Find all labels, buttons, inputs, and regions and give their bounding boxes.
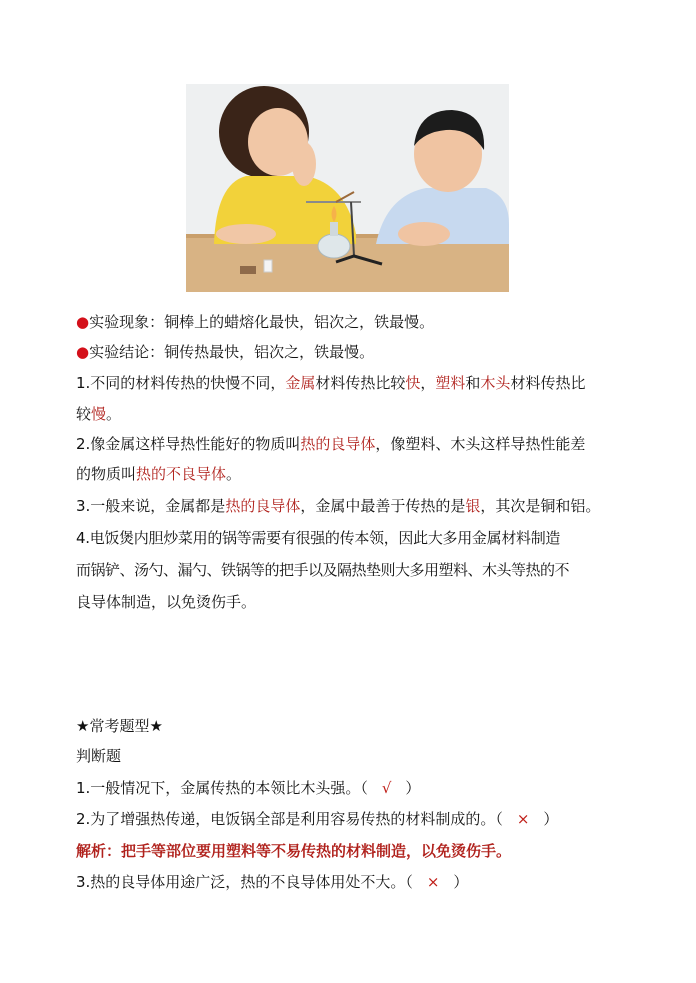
- keyword-silver: 银: [465, 497, 481, 515]
- text-span: ）: [453, 873, 469, 891]
- point-1-line-2: [76, 404, 121, 424]
- text-span: ，金属中最善于传热的是: [300, 497, 466, 515]
- experiment-photo: [186, 84, 509, 292]
- point-4-line-1: 4.电饭煲内胆炒菜用的锅等需要有很强的传本领，因此大多用金属材料制造: [76, 529, 561, 547]
- text-span: ，其次是铜和铝。: [480, 497, 601, 515]
- text-span: 材料传热比较: [315, 374, 406, 392]
- question-text: 2.为了增强热传递，电饭锅全部是利用容易传热的材料制成的。（: [76, 810, 503, 828]
- text-span: 和: [465, 374, 481, 392]
- keyword-good-conductor: 热的良导体: [225, 497, 301, 515]
- conclusion-text: 实验结论：铜传热最快，铝次之，铁最慢。: [89, 343, 375, 361]
- text-span: 2.像金属这样导热性能好的物质叫: [76, 435, 301, 453]
- experiment-conclusion: [76, 342, 374, 362]
- keyword-slow: 慢: [91, 405, 107, 423]
- text-span: 。: [226, 465, 242, 483]
- question-2: [76, 809, 558, 829]
- keyword-metal: 金属: [285, 374, 316, 392]
- photo-illustration: [186, 84, 509, 292]
- experiment-phenomenon: [76, 312, 434, 332]
- keyword-good-conductor: 热的良导体: [300, 435, 376, 453]
- section-title: ★常考题型★: [76, 717, 163, 735]
- text-span: 较: [76, 405, 92, 423]
- text-span: 。: [106, 405, 122, 423]
- point-4-line-2: 而锅铲、汤勺、漏勺、铁锅等的把手以及隔热垫则大多用塑料、木头等热的不: [76, 561, 570, 579]
- keyword-poor-conductor: 热的不良导体: [136, 465, 227, 483]
- bullet-icon: ●: [76, 343, 90, 361]
- keyword-wood: 木头: [480, 374, 511, 392]
- text-span: ，: [420, 374, 436, 392]
- question-text: 1.一般情况下，金属传热的本领比木头强。（: [76, 779, 368, 797]
- analysis-text: 解析：把手等部位要用塑料等不易传热的材料制造，以免烫伤手。: [76, 842, 512, 860]
- text-span: ，像塑料、木头这样导热性能差: [375, 435, 586, 453]
- keyword-fast: 快: [405, 374, 421, 392]
- point-4-line-3: 良导体制造，以免烫伤手。: [76, 593, 257, 611]
- text-span: ）: [405, 779, 421, 797]
- question-text: 3.热的良导体用途广泛，热的不良导体用处不大。（: [76, 873, 413, 891]
- question-1: [76, 778, 420, 798]
- answer-mark-check: √: [381, 779, 392, 797]
- answer-mark-cross: ×: [516, 810, 530, 828]
- text-span: ）: [543, 810, 559, 828]
- bullet-icon: ●: [76, 313, 90, 331]
- section-subtitle: 判断题: [76, 747, 122, 765]
- phenomenon-text: 实验现象：铜棒上的蜡熔化最快，铝次之，铁最慢。: [89, 313, 435, 331]
- point-3: [76, 496, 600, 516]
- question-3: [76, 872, 468, 892]
- text-span: 材料传热比: [510, 374, 586, 392]
- text-span: 1.不同的材料传热的快慢不同，: [76, 374, 286, 392]
- point-1-line-1: [76, 373, 585, 393]
- text-span: 的物质叫: [76, 465, 137, 483]
- point-2-line-2: [76, 464, 241, 484]
- text-span: 3.一般来说，金属都是: [76, 497, 226, 515]
- point-2-line-1: [76, 434, 585, 454]
- answer-mark-cross: ×: [426, 873, 440, 891]
- keyword-plastic: 塑料: [435, 374, 466, 392]
